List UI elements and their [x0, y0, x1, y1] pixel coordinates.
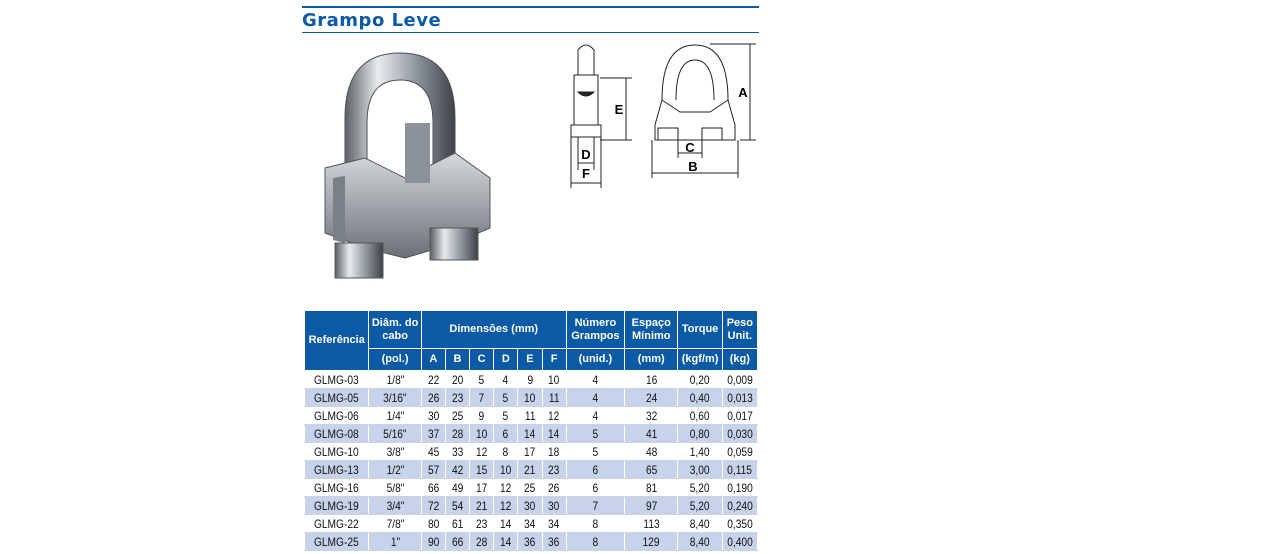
table-cell	[470, 533, 494, 551]
cell-text: 3/8"	[386, 444, 404, 459]
table-cell	[518, 371, 542, 389]
table-cell	[470, 371, 494, 389]
table-cell	[305, 479, 369, 497]
table-cell	[494, 407, 518, 425]
cell-text: 8,40	[690, 516, 710, 531]
table-cell	[678, 371, 722, 389]
cell-text: 30	[548, 498, 560, 513]
table-cell	[722, 371, 757, 389]
table-row	[305, 407, 758, 425]
cell-text: 23	[548, 462, 560, 477]
header-numero-grampos: Número Grampos	[566, 311, 624, 349]
table-cell	[722, 497, 757, 515]
table-cell	[305, 389, 369, 407]
header-col-e: E	[518, 349, 542, 371]
cell-text: 7	[592, 498, 599, 513]
cell-text: 12	[548, 408, 560, 423]
table-cell	[542, 425, 566, 443]
table-cell	[518, 407, 542, 425]
cell-text: 23	[451, 390, 464, 405]
cell-text: 24	[645, 390, 657, 405]
table-cell	[421, 533, 445, 551]
header-referencia: Referência	[305, 311, 369, 371]
table-cell	[722, 461, 757, 479]
cell-text: GLMG-08	[314, 426, 360, 441]
table-cell	[369, 371, 421, 389]
table-cell	[421, 425, 445, 443]
cell-text: 5	[478, 372, 485, 387]
cell-text: 0,190	[727, 480, 753, 495]
cell-text: 32	[645, 408, 657, 423]
cell-text: 11	[524, 408, 536, 423]
header-col-a: A	[421, 349, 445, 371]
cell-text: GLMG-13	[314, 462, 360, 477]
cell-text: 11	[548, 390, 560, 405]
table-cell	[566, 425, 624, 443]
table-cell	[518, 461, 542, 479]
table-cell	[445, 515, 469, 533]
cell-text: 3/16"	[383, 390, 407, 405]
label-c: C	[685, 140, 695, 155]
cell-text: 5	[592, 444, 599, 459]
table-cell	[494, 389, 518, 407]
table-cell	[542, 443, 566, 461]
table-cell	[678, 389, 722, 407]
cell-text: 61	[451, 516, 464, 531]
side-view-diagram	[560, 40, 640, 190]
table-cell	[470, 389, 494, 407]
table-row	[305, 425, 758, 443]
table-cell	[445, 407, 469, 425]
cell-text: 113	[643, 516, 660, 531]
cell-text: 15	[475, 462, 488, 477]
front-view-diagram	[640, 40, 760, 190]
table-cell	[369, 425, 421, 443]
table-cell	[566, 479, 624, 497]
cell-text: 1/8"	[386, 372, 404, 387]
cell-text: GLMG-22	[314, 516, 360, 531]
cell-text: 8	[502, 444, 509, 459]
table-cell	[305, 461, 369, 479]
label-d: D	[581, 147, 591, 162]
cell-text: 129	[642, 534, 660, 549]
cell-text: 0,030	[727, 426, 753, 441]
table-cell	[494, 425, 518, 443]
table-cell	[722, 515, 757, 533]
cell-text: 12	[475, 444, 488, 459]
table-cell	[421, 497, 445, 515]
table-cell	[494, 371, 518, 389]
table-cell	[625, 443, 678, 461]
cell-text: 4	[592, 408, 599, 423]
table-cell	[494, 479, 518, 497]
cell-text: 10	[500, 462, 512, 477]
cell-text: 0,20	[690, 372, 710, 387]
label-b: B	[688, 159, 698, 174]
cell-text: 36	[524, 534, 536, 549]
cell-text: 9	[527, 372, 533, 387]
cell-text: 7/8"	[386, 516, 404, 531]
label-a: A	[738, 85, 748, 100]
cell-text: 81	[645, 480, 657, 495]
table-cell	[305, 533, 369, 551]
unit-peso: (kg)	[722, 349, 757, 371]
table-row	[305, 515, 758, 533]
table-cell	[542, 461, 566, 479]
table-cell	[542, 371, 566, 389]
table-cell	[518, 443, 542, 461]
cell-text: 5	[592, 426, 599, 441]
cell-text: 22	[427, 372, 440, 387]
table-cell	[625, 371, 678, 389]
cell-text: 17	[524, 444, 536, 459]
table-cell	[625, 389, 678, 407]
table-cell	[722, 425, 757, 443]
table-cell	[566, 443, 624, 461]
cell-text: 5,20	[690, 498, 710, 513]
cell-text: 0,40	[690, 390, 710, 405]
cell-text: 0,059	[727, 444, 753, 459]
cell-text: 0,350	[727, 516, 753, 531]
table-cell	[566, 533, 624, 551]
table-cell	[566, 389, 624, 407]
table-cell	[722, 443, 757, 461]
table-cell	[369, 497, 421, 515]
header-dimensoes: Dimensões (mm)	[421, 311, 566, 349]
table-cell	[566, 497, 624, 515]
table-cell	[421, 443, 445, 461]
table-cell	[494, 497, 518, 515]
cell-text: 28	[475, 534, 488, 549]
table-cell	[421, 407, 445, 425]
table-cell	[566, 515, 624, 533]
table-cell	[625, 533, 678, 551]
cell-text: 66	[451, 534, 464, 549]
table-cell	[722, 533, 757, 551]
cell-text: 1/2"	[386, 462, 404, 477]
table-cell	[494, 443, 518, 461]
table-cell	[305, 407, 369, 425]
table-cell	[369, 443, 421, 461]
header-col-b: B	[445, 349, 469, 371]
table-cell	[494, 461, 518, 479]
table-cell	[305, 515, 369, 533]
table-cell	[305, 497, 369, 515]
cell-text: 25	[451, 408, 464, 423]
table-cell	[722, 389, 757, 407]
cell-text: 6	[592, 462, 599, 477]
cell-text: GLMG-06	[314, 408, 360, 423]
spec-table	[304, 310, 758, 551]
cell-text: 12	[500, 498, 512, 513]
cell-text: 10	[475, 426, 488, 441]
table-cell	[445, 443, 469, 461]
table-cell	[470, 461, 494, 479]
table-cell	[518, 479, 542, 497]
product-photo	[305, 48, 510, 283]
cell-text: 0,115	[727, 462, 753, 477]
cell-text: GLMG-25	[314, 534, 360, 549]
table-cell	[494, 533, 518, 551]
table-row	[305, 461, 758, 479]
table-cell	[625, 515, 678, 533]
cell-text: 90	[427, 534, 440, 549]
cell-text: 57	[427, 462, 440, 477]
cell-text: 45	[427, 444, 440, 459]
cell-text: 65	[645, 462, 657, 477]
table-cell	[625, 461, 678, 479]
table-cell	[369, 461, 421, 479]
table-cell	[470, 479, 494, 497]
cell-text: 26	[427, 390, 440, 405]
table-cell	[305, 371, 369, 389]
cell-text: 26	[548, 480, 560, 495]
cell-text: 10	[524, 390, 536, 405]
table-cell	[722, 479, 757, 497]
table-cell	[566, 461, 624, 479]
cell-text: 34	[548, 516, 560, 531]
cell-text: GLMG-16	[314, 480, 360, 495]
table-cell	[445, 425, 469, 443]
table-cell	[625, 497, 678, 515]
cell-text: 14	[500, 534, 512, 549]
cell-text: 23	[475, 516, 488, 531]
table-cell	[722, 407, 757, 425]
cell-text: 21	[524, 462, 536, 477]
cell-text: 6	[592, 480, 599, 495]
table-cell	[518, 425, 542, 443]
table-cell	[625, 425, 678, 443]
cell-text: 14	[500, 516, 512, 531]
cell-text: 30	[427, 408, 440, 423]
cell-text: 3,00	[690, 462, 710, 477]
cell-text: 0,013	[727, 390, 753, 405]
table-cell	[470, 407, 494, 425]
table-cell	[369, 479, 421, 497]
cell-text: 0,009	[727, 372, 753, 387]
cell-text: 54	[451, 498, 464, 513]
table-cell	[421, 389, 445, 407]
cell-text: 0,60	[690, 408, 710, 423]
cell-text: 5/16"	[383, 426, 407, 441]
cell-text: 8	[592, 534, 599, 549]
cell-text: 5	[502, 408, 509, 423]
table-cell	[678, 425, 722, 443]
cell-text: 10	[548, 372, 560, 387]
table-body	[305, 371, 758, 551]
cell-text: 14	[548, 426, 560, 441]
cell-text: 0,240	[727, 498, 753, 513]
table-cell	[305, 425, 369, 443]
table-cell	[445, 371, 469, 389]
table-cell	[518, 389, 542, 407]
table-cell	[542, 407, 566, 425]
table-cell	[566, 407, 624, 425]
table-cell	[421, 371, 445, 389]
header-col-c: C	[470, 349, 494, 371]
cell-text: 97	[645, 498, 657, 513]
header-col-d: D	[494, 349, 518, 371]
table-cell	[470, 515, 494, 533]
cell-text: 6	[502, 426, 509, 441]
table-cell	[678, 479, 722, 497]
table-cell	[566, 371, 624, 389]
table-cell	[678, 515, 722, 533]
table-row	[305, 443, 758, 461]
table-row	[305, 479, 758, 497]
header-col-f: F	[542, 349, 566, 371]
table-cell	[625, 479, 678, 497]
table-cell	[518, 515, 542, 533]
cell-text: 1"	[390, 534, 400, 549]
cell-text: 33	[451, 444, 464, 459]
cell-text: 36	[548, 534, 560, 549]
table-row	[305, 371, 758, 389]
cell-text: 3/4"	[386, 498, 404, 513]
table-cell	[678, 461, 722, 479]
table-cell	[678, 533, 722, 551]
header-peso: Peso Unit.	[722, 311, 757, 349]
cell-text: 72	[427, 498, 440, 513]
table-cell	[305, 443, 369, 461]
cell-text: 48	[645, 444, 657, 459]
cell-text: 1,40	[690, 444, 710, 459]
table-cell	[369, 515, 421, 533]
label-e: E	[614, 102, 624, 117]
table-cell	[678, 443, 722, 461]
cell-text: 25	[524, 480, 536, 495]
cell-text: 5/8"	[386, 480, 404, 495]
cell-text: 5,20	[690, 480, 710, 495]
table-cell	[445, 461, 469, 479]
unit-numero: (unid.)	[566, 349, 624, 371]
table-cell	[518, 533, 542, 551]
cell-text: GLMG-03	[314, 372, 360, 387]
table-cell	[445, 497, 469, 515]
cell-text: 37	[427, 426, 440, 441]
cell-text: 16	[645, 372, 657, 387]
table-cell	[542, 479, 566, 497]
cell-text: 12	[500, 480, 512, 495]
cell-text: 0,80	[690, 426, 710, 441]
cell-text: 20	[451, 372, 464, 387]
cell-text: 4	[592, 372, 599, 387]
table-cell	[445, 533, 469, 551]
cell-text: 8	[592, 516, 599, 531]
label-f: F	[582, 166, 590, 181]
table-cell	[470, 443, 494, 461]
unit-torque: (kgf/m)	[678, 349, 722, 371]
cell-text: GLMG-05	[314, 390, 360, 405]
section-title-bar	[302, 6, 759, 33]
table-cell	[369, 533, 421, 551]
cell-text: 0,017	[727, 408, 753, 423]
cell-text: 18	[548, 444, 560, 459]
cell-text: 17	[475, 480, 488, 495]
cell-text: GLMG-19	[314, 498, 360, 513]
cell-text: 66	[427, 480, 440, 495]
cell-text: 4	[502, 372, 509, 387]
table-cell	[470, 425, 494, 443]
table-cell	[518, 497, 542, 515]
cell-text: 14	[524, 426, 536, 441]
cell-text: 8,40	[690, 534, 710, 549]
cell-text: 7	[478, 390, 485, 405]
table-cell	[625, 407, 678, 425]
cell-text: 28	[451, 426, 464, 441]
cell-text: 4	[592, 390, 599, 405]
table-cell	[678, 497, 722, 515]
table-cell	[470, 497, 494, 515]
cell-text: 30	[524, 498, 536, 513]
table-cell	[542, 515, 566, 533]
table-cell	[369, 407, 421, 425]
table-cell	[369, 389, 421, 407]
cell-text: 9	[478, 408, 485, 423]
cell-text: 49	[451, 480, 464, 495]
cell-text: 0,400	[727, 534, 753, 549]
table-cell	[421, 515, 445, 533]
table-cell	[445, 479, 469, 497]
cell-text: 34	[524, 516, 536, 531]
cell-text: 21	[475, 498, 488, 513]
table-row	[305, 497, 758, 515]
table-row	[305, 533, 758, 551]
table-cell	[542, 497, 566, 515]
unit-espaco: (mm)	[625, 349, 678, 371]
cell-text: 1/4"	[386, 408, 404, 423]
cell-text: 41	[645, 426, 657, 441]
header-espaco-minimo: Espaço Mínimo	[625, 311, 678, 349]
table-cell	[494, 515, 518, 533]
page-title: Grampo Leve	[302, 10, 442, 31]
cell-text: 80	[427, 516, 440, 531]
table-cell	[421, 479, 445, 497]
table-cell	[678, 407, 722, 425]
table-cell	[542, 533, 566, 551]
cell-text: GLMG-10	[314, 444, 360, 459]
table-cell	[421, 461, 445, 479]
header-torque: Torque	[678, 311, 722, 349]
cell-text: 5	[502, 390, 509, 405]
table-row	[305, 389, 758, 407]
table-cell	[445, 389, 469, 407]
unit-diametro: (pol.)	[369, 349, 421, 371]
cell-text: 42	[451, 462, 464, 477]
header-diametro: Diâm. do cabo	[369, 311, 421, 349]
table-cell	[542, 389, 566, 407]
